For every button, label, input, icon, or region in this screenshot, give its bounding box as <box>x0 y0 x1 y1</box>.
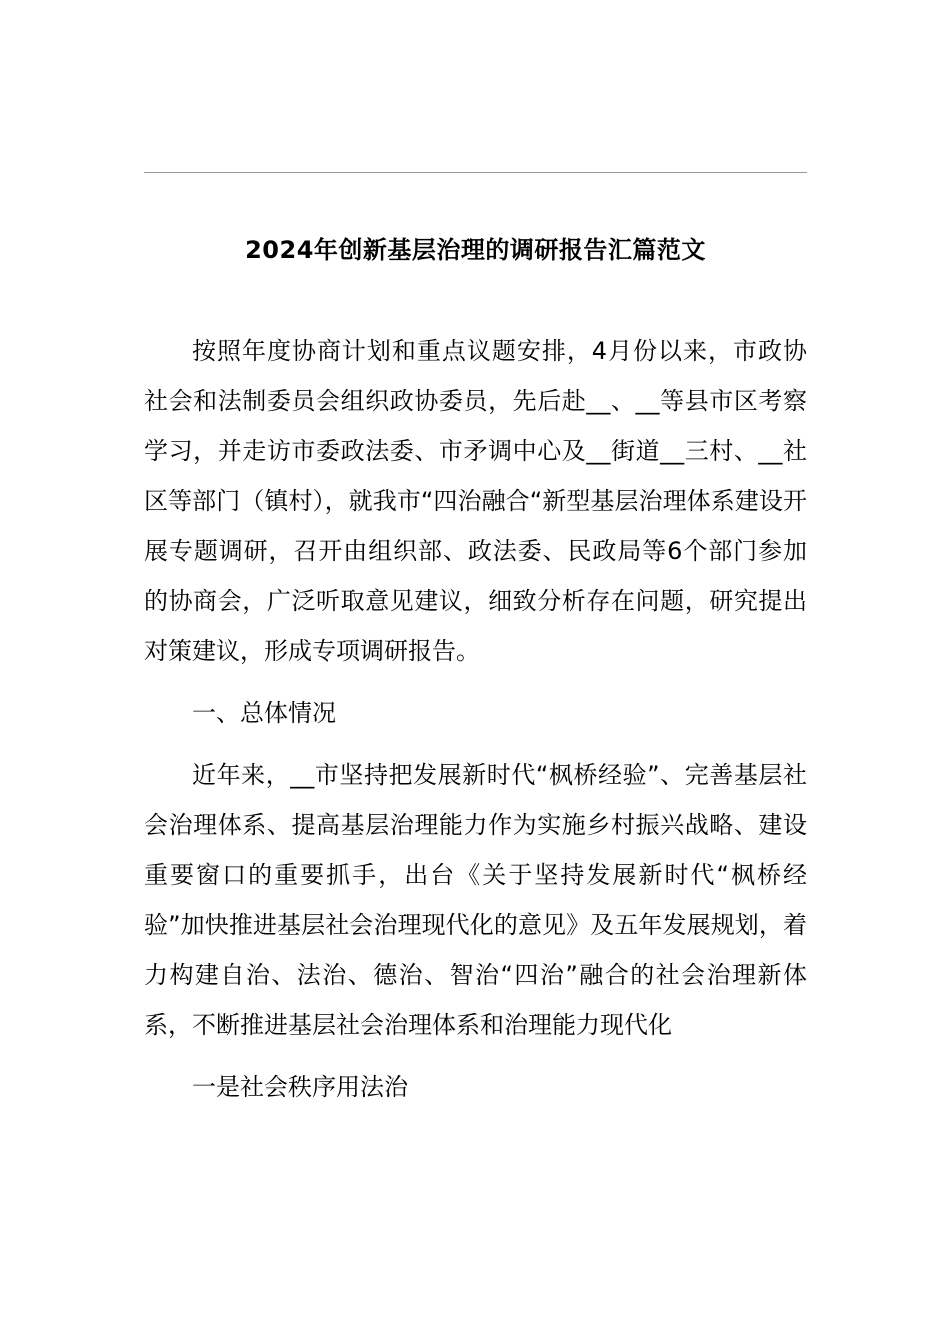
document-body <box>144 326 807 1112</box>
paragraph-intro: 按照年度协商计划和重点议题安排，4月份以来，市政协社会和法制委员会组织政协委员，先后赴__、__等县市区考察学习，并走访市委政法委、市矛调中心及__街道__三村、__社区等部门（镇村），就我市“四治融合“新型基层治理体系建设开展专题调研，召开由组织部、政法委、民政局等6个部门参加的协商会，广泛听取意见建议，细致分析存在问题，研究提出对策建议，形成专项调研报告。 <box>144 337 807 665</box>
document-title: 2024年创新基层治理的调研报告汇篇范文 <box>245 236 706 264</box>
paragraph-overview: 近年来，__市坚持把发展新时代“枫桥经验”、完善基层社会治理体系、提高基层治理能力作为实施乡村振兴战略、建设重要窗口的重要抓手，出台《关于坚持发展新时代“枫桥经验”加快推进基层社会治理现代化的意见》及五年发展规划，着力构建自治、法治、德治、智治“四治”融合的社会治理新体系，不断推进基层社会治理体系和治理能力现代化 <box>144 761 807 1039</box>
section-heading-overview: 一、总体情况 <box>192 699 336 727</box>
header-rule <box>144 172 807 173</box>
subheading-rule-of-law: 一是社会秩序用法治 <box>192 1073 408 1101</box>
